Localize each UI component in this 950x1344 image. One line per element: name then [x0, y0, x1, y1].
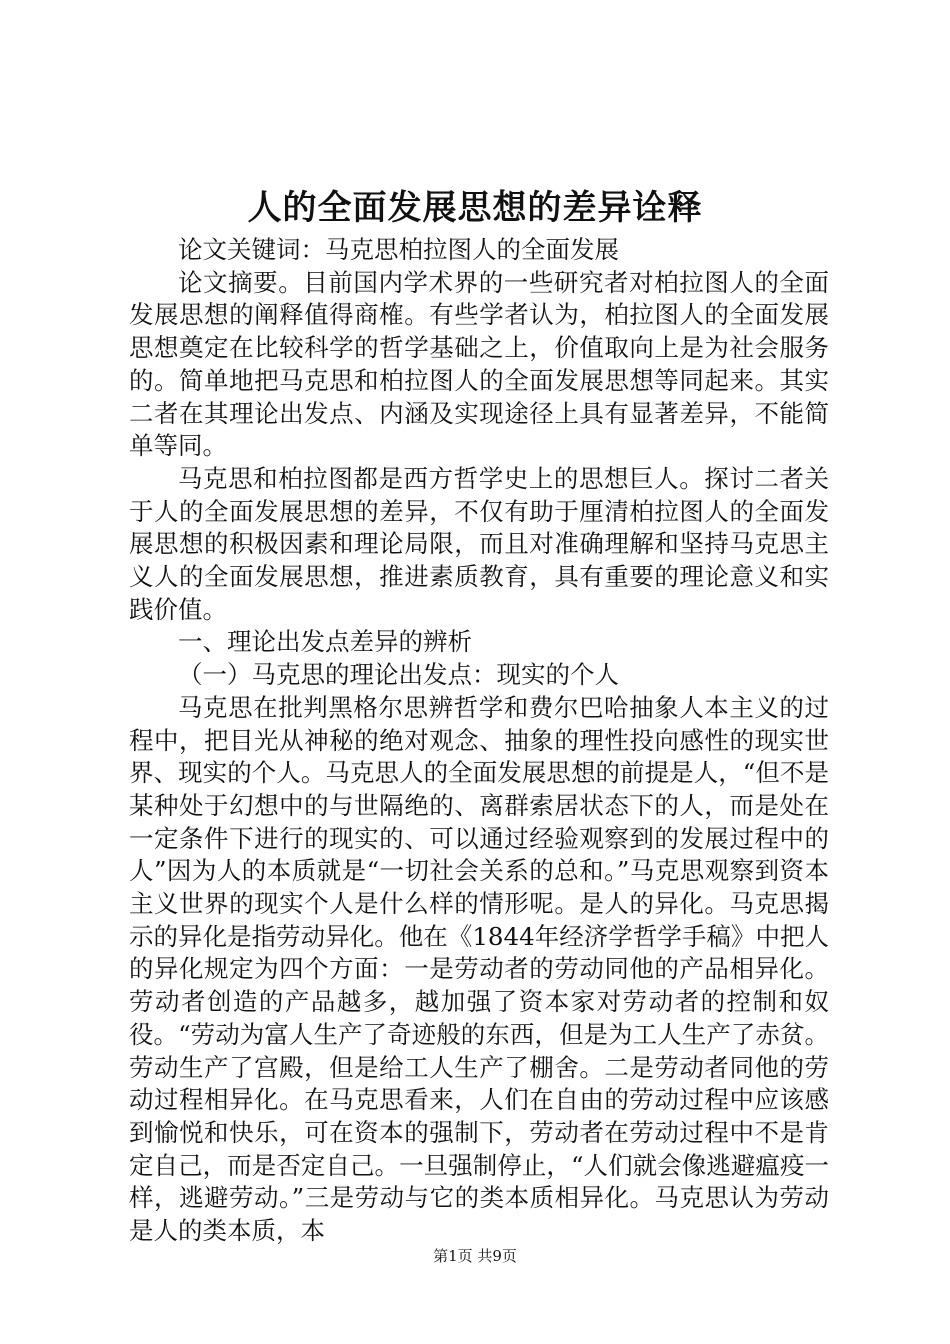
document-title: 人的全面发展思想的差异诠释	[247, 188, 703, 228]
page-footer: 第1页 共9页	[433, 1247, 517, 1265]
body-paragraph: 马克思在批判黑格尔思辨哲学和费尔巴哈抽象人本主义的过程中，把目光从神秘的绝对观念、抽象的理性投向感性的现实世界、现实的个人。马克思人的全面发展思想的前提是人，“但不是某种处于幻想中的与世隔绝的、离群索居状态下的人，而是处在一定条件下进行的现实的、可以通过经验观察到的发展过程中的人”因为人的本质就是“一切社会关系的总和。”马克思观察到资本主义世界的现实个人是什么样的情形呢。是人的异化。马克思揭示的异化是指劳动异化。他在《1844年经济学哲学手稿》中把人的异化规定为四个方面：一是劳动者的劳动同他的产品相异化。劳动者创造的产品越多，越加强了资本家对劳动者的控制和奴役。“劳动为富人生产了奇迹般的东西，但是为工人生产了赤贫。劳动生产了宫殿，但是给工人生产了棚舍。二是劳动者同他的劳动过程相异化。在马克思看来，人们在自由的劳动过程中应该感到愉悦和快乐，可在资本的强制下，劳动者在劳动过程中不是肯定自己，而是否定自己。一旦强制停止，“人们就会像逃避瘟疫一样，逃避劳动。”三是劳动与它的类本质相异化。马克思认为劳动是人的类本质，本	[129, 692, 829, 1246]
keywords-paragraph: 论文关键词：马克思柏拉图人的全面发展	[178, 235, 619, 264]
subsection-heading: （一）马克思的理论出发点：现实的个人	[178, 660, 619, 690]
document-body	[129, 234, 829, 1248]
abstract-paragraph: 论文摘要。目前国内学术界的一些研究者对柏拉图人的全面发展思想的阐释值得商榷。有些学者认为，柏拉图人的全面发展思想奠定在比较科学的哲学基础之上，价值取向上是为社会服务的。简单地把马克思和柏拉图人的全面发展思想等同起来。其实二者在其理论出发点、内涵及实现途径上具有显著差异，不能简单等同。	[129, 267, 829, 461]
intro-paragraph: 马克思和柏拉图都是西方哲学史上的思想巨人。探讨二者关于人的全面发展思想的差异，不仅有助于厘清柏拉图人的全面发展思想的积极因素和理论局限，而且对准确理解和坚持马克思主义人的全面发展思想，推进素质教育，具有重要的理论意义和实践价值。	[129, 463, 829, 624]
section-heading: 一、理论出发点差异的辨析	[178, 627, 472, 657]
